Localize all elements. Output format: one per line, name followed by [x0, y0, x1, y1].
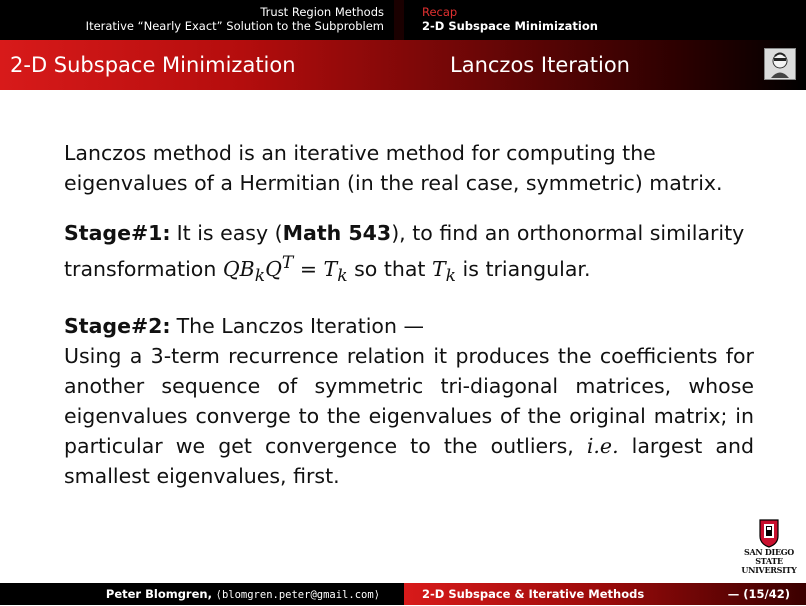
stage1-math-tk-sub: k [445, 265, 457, 286]
stage1-text-post: ), to find an orthonormal similarity transformation [64, 221, 745, 281]
stage1-math-sup-t: T [281, 253, 294, 273]
university-logo [738, 518, 800, 575]
top-navigation-bar [0, 0, 806, 40]
stage1-tail-post: is triangular. [456, 256, 591, 281]
stage1-math-q: Q [265, 256, 282, 281]
stage1-math-qb: QB [222, 256, 255, 281]
footer-bar [0, 583, 806, 605]
footer-email: ⟨blomgren.peter@gmail.com⟩ [215, 589, 380, 601]
nav-subsection-title[interactable]: Iterative “Nearly Exact” Solution to the Subproblem [85, 19, 384, 33]
stage1-math-eq: = [293, 256, 324, 281]
nav-section-right[interactable] [404, 0, 806, 40]
slide-title-bar [0, 40, 806, 90]
university-name-line2: UNIVERSITY [741, 565, 797, 575]
nav-section-title[interactable]: Trust Region Methods [260, 5, 384, 19]
footer-author: Peter Blomgren, [105, 587, 212, 601]
footer-title-section [404, 583, 806, 605]
university-name-line1: SAN DIEGO STATE [744, 547, 794, 566]
stage2-body-post: largest and smallest eigenvalues, first. [64, 433, 754, 488]
stage1-course-ref: Math 543 [282, 221, 392, 245]
stage2-body [64, 341, 754, 491]
slide-body [64, 138, 754, 491]
university-shield-icon [758, 518, 780, 548]
slide-title: 2-D Subspace Minimization [10, 53, 296, 77]
nav-divider [394, 0, 404, 40]
stage1-text-pre: It is easy ( [176, 221, 283, 245]
stage1-math-sub-k: k [254, 265, 266, 286]
footer-page-number: — (15/42) [727, 587, 790, 601]
stage2-body-pre: Using a 3-term recurrence relation it produces the coefficients for another sequence of symmetric tri-diagonal matrices, whose eigenvalues converge to the eigenvalues of the original matrix; in particular we get convergence to the outliers, [64, 343, 754, 458]
slide-subtitle: Lanczos Iteration [450, 53, 630, 77]
nav-current-subsection[interactable]: 2-D Subspace Minimization [422, 19, 598, 33]
stage1-math-t: T [323, 256, 338, 281]
stage2-ie: i.e. [586, 433, 619, 458]
stage2-paragraph [64, 311, 754, 341]
author-portrait-icon [764, 48, 796, 80]
intro-text: Lanczos method is an iterative method for computing the eigenvalues of a Hermitian (in the real case, symmetric) matrix. [64, 141, 723, 195]
nav-section-left[interactable] [0, 0, 394, 40]
stage1-tail-pre: so that [347, 256, 432, 281]
stage1-math-tk: T [431, 256, 446, 281]
footer-author-section [0, 583, 402, 605]
stage1-label: Stage#1: [64, 221, 171, 245]
footer-talk-title: 2-D Subspace & Iterative Methods [422, 587, 645, 601]
stage1-math-t-sub: k [337, 265, 348, 286]
stage2-label: Stage#2: [64, 313, 171, 338]
stage2-heading: The Lanczos Iteration — [176, 313, 424, 338]
stage1-paragraph [64, 218, 754, 291]
nav-recap-link[interactable]: Recap [422, 5, 458, 19]
intro-paragraph [64, 138, 754, 198]
